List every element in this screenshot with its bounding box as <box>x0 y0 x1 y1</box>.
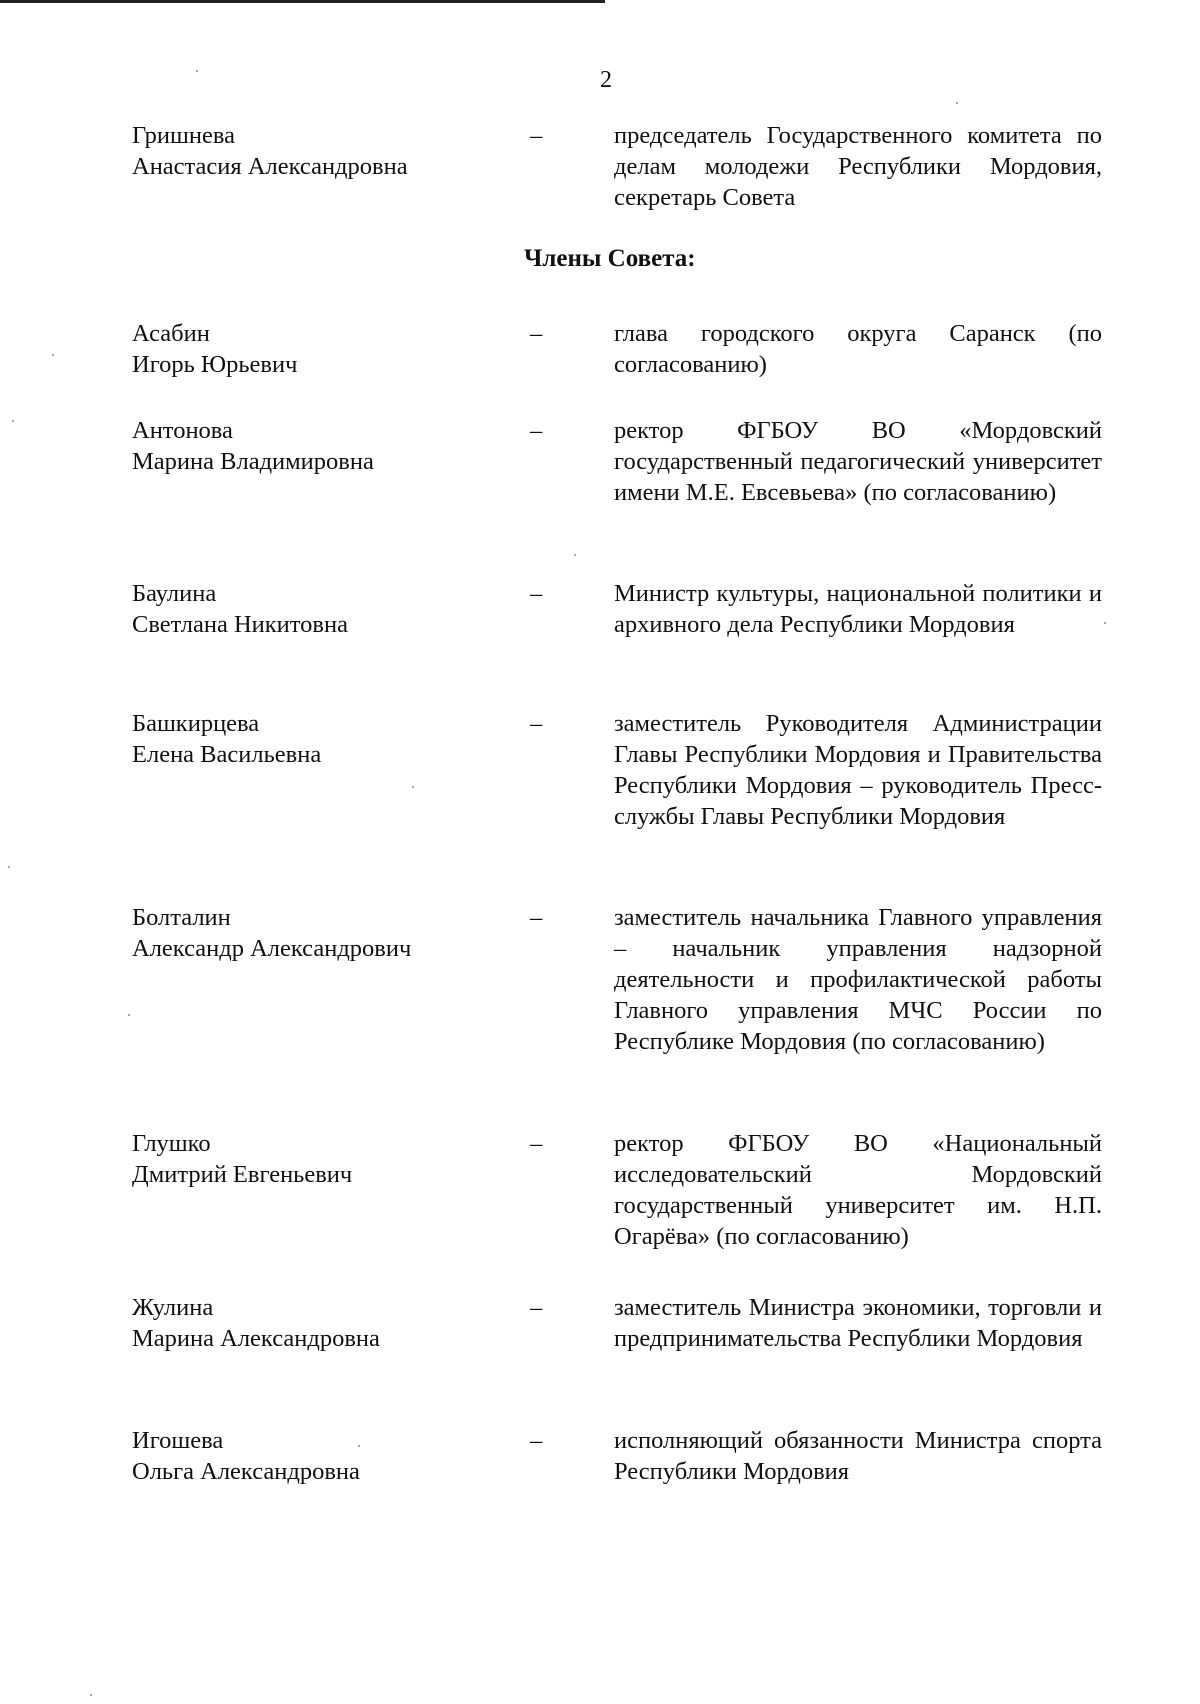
member-dash: – <box>530 1427 543 1454</box>
member-given-name: Дмитрий Евгеньевич <box>132 1161 353 1188</box>
secretary-dash: – <box>530 122 543 149</box>
member-position: Министр культуры, национальной политики и архивного дела Республики Мордовия <box>614 580 1102 638</box>
member-position: заместитель Руководителя Администрации Главы Республики Мордовия и Правительства Республики Мордовия – руководитель Пресс-службы Главы Республики Мордовия <box>614 710 1102 830</box>
member-name <box>132 1292 512 1354</box>
member-given-name: Александр Александрович <box>132 935 412 962</box>
secretary-position: председатель Государственного комитета по делам молодежи Республики Мордовия, секретарь Совета <box>614 122 1102 211</box>
member-dash: – <box>530 580 543 607</box>
member-given-name: Ольга Александровна <box>132 1458 360 1485</box>
scan-speck <box>90 1694 92 1696</box>
secretary-surname: Гришнева <box>132 122 235 149</box>
top-rule <box>0 0 605 3</box>
member-surname: Башкирцева <box>132 710 260 737</box>
member-dash: – <box>530 1130 543 1157</box>
member-name <box>132 902 512 964</box>
member-position: ректор ФГБОУ ВО «Мордовский государственный педагогический университет имени М.Е. Евсевьева» (по согласованию) <box>614 417 1102 506</box>
secretary-name <box>132 120 512 182</box>
scan-speck <box>956 102 958 104</box>
member-dash: – <box>530 904 543 931</box>
scan-speck <box>128 1014 130 1016</box>
page-number: 2 <box>600 67 612 93</box>
scan-speck <box>8 866 10 868</box>
member-surname: Игошева <box>132 1427 224 1454</box>
member-dash: – <box>530 710 543 737</box>
member-surname: Баулина <box>132 580 217 607</box>
member-position: глава городского округа Саранск (по согласованию) <box>614 320 1102 378</box>
member-given-name: Елена Васильевна <box>132 741 322 768</box>
member-given-name: Марина Александровна <box>132 1325 380 1352</box>
scan-speck <box>574 554 576 556</box>
member-surname: Жулина <box>132 1294 214 1321</box>
scan-speck <box>412 786 414 788</box>
member-position: заместитель Министра экономики, торговли и предпринимательства Республики Мордовия <box>614 1294 1102 1352</box>
member-name <box>132 1128 512 1190</box>
member-position: ректор ФГБОУ ВО «Национальный исследовательский Мордовский государственный университет им. Н.П. Огарёва» (по согласованию) <box>614 1130 1102 1250</box>
member-surname: Болталин <box>132 904 231 931</box>
scan-speck <box>12 420 14 422</box>
member-given-name: Игорь Юрьевич <box>132 351 298 378</box>
member-surname: Глушко <box>132 1130 211 1157</box>
member-name <box>132 415 512 477</box>
scan-speck <box>196 70 198 72</box>
member-given-name: Светлана Никитовна <box>132 611 348 638</box>
member-given-name: Марина Владимировна <box>132 448 374 475</box>
scan-speck <box>358 1445 360 1447</box>
member-surname: Асабин <box>132 320 210 347</box>
member-name <box>132 708 512 770</box>
member-dash: – <box>530 320 543 347</box>
member-dash: – <box>530 1294 543 1321</box>
scan-speck <box>52 354 54 356</box>
member-position: исполняющий обязанности Министра спорта Республики Мордовия <box>614 1427 1102 1485</box>
member-name <box>132 318 512 380</box>
member-dash: – <box>530 417 543 444</box>
secretary-given-name: Анастасия Александровна <box>132 153 408 180</box>
member-surname: Антонова <box>132 417 233 444</box>
member-name <box>132 578 512 640</box>
member-position: заместитель начальника Главного управления – начальник управления надзорной деятельности и профилактической работы Главного управления МЧС России по Республике Мордовия (по согласованию) <box>614 904 1102 1055</box>
members-heading: Члены Совета: <box>524 245 696 272</box>
scan-speck <box>1104 622 1106 624</box>
member-name <box>132 1425 512 1487</box>
